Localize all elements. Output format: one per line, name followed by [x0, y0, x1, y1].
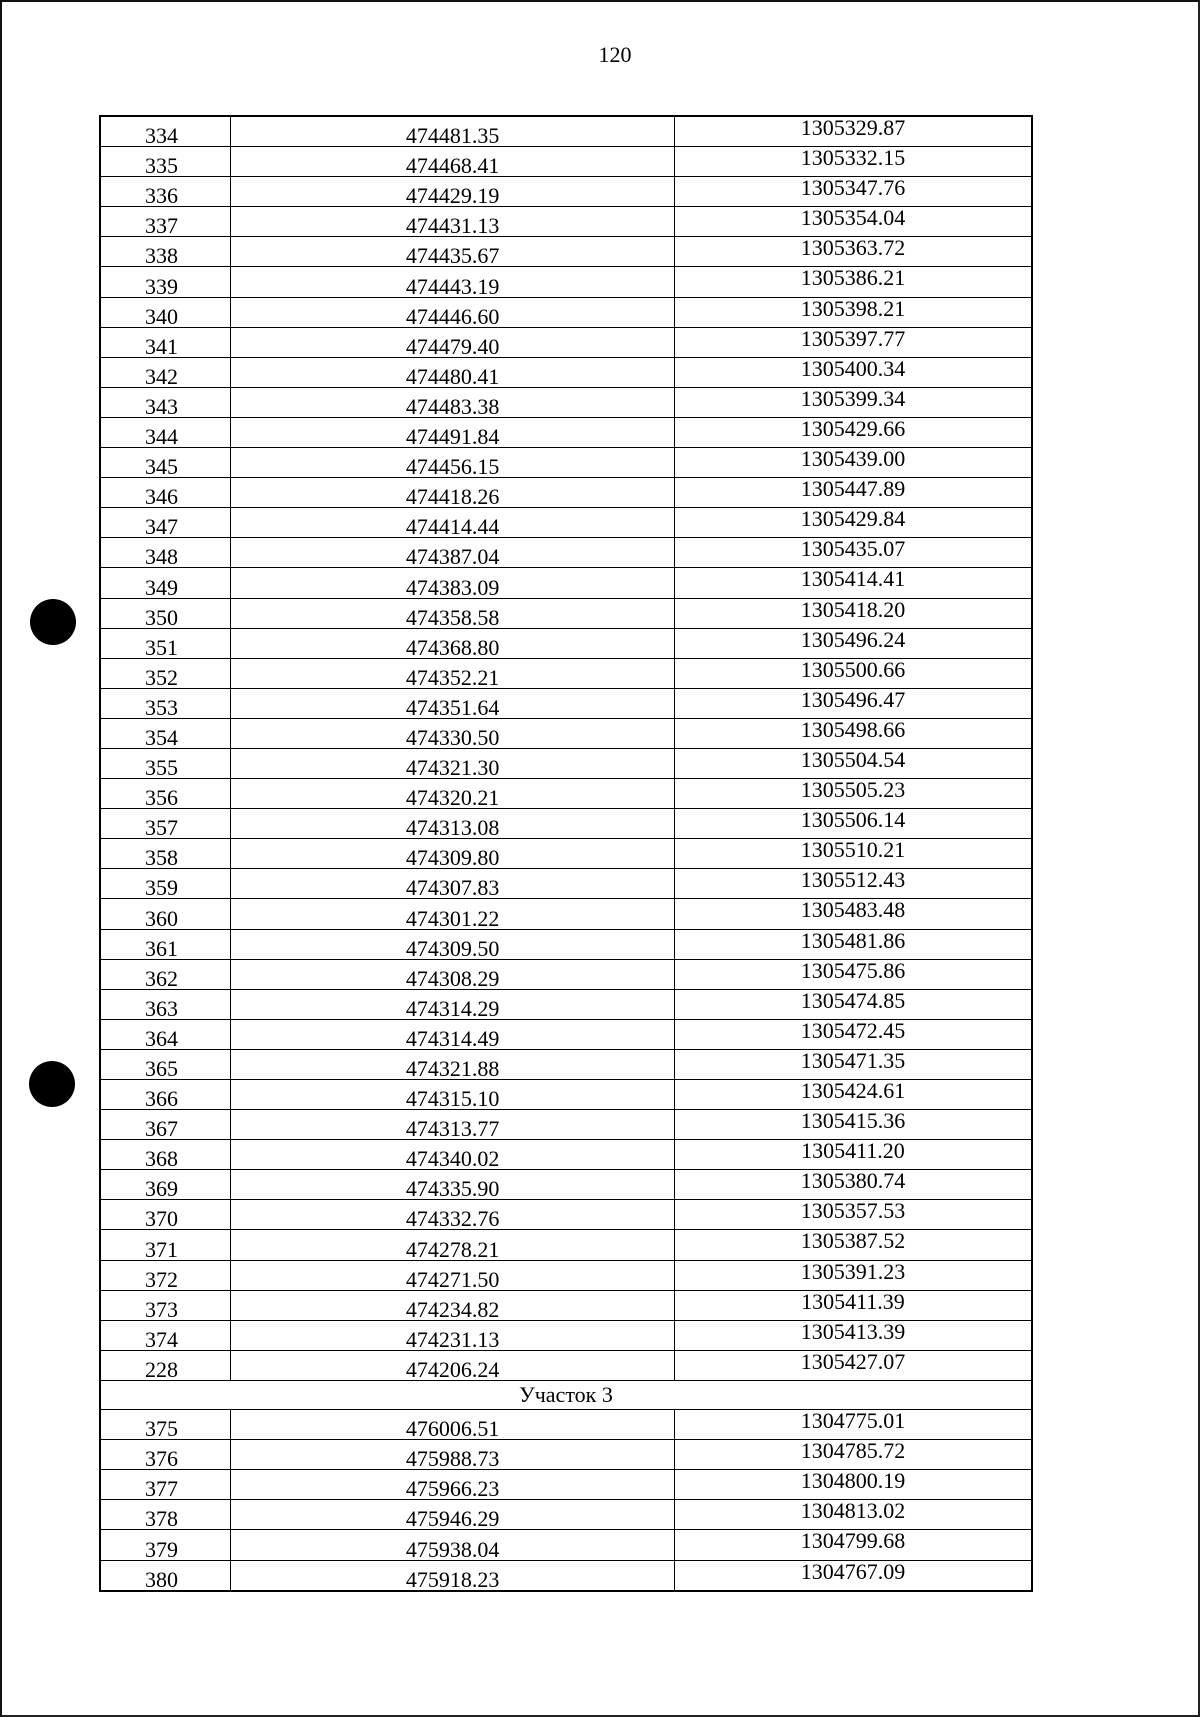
y-coordinate-cell: 1305347.76 [674, 177, 1032, 207]
point-number-cell: 379 [100, 1530, 231, 1560]
table-row [100, 1350, 1032, 1380]
x-coordinate-cell: 475938.04 [231, 1530, 675, 1560]
y-coordinate-cell: 1305357.53 [674, 1200, 1032, 1230]
point-number-cell: 365 [100, 1049, 231, 1079]
section-header-row [100, 1380, 1032, 1409]
table-row [100, 688, 1032, 718]
point-number-cell: 355 [100, 748, 231, 778]
y-coordinate-cell: 1304767.09 [674, 1560, 1032, 1591]
y-coordinate-cell: 1305411.39 [674, 1290, 1032, 1320]
y-coordinate-cell: 1305400.34 [674, 357, 1032, 387]
point-number-cell: 372 [100, 1260, 231, 1290]
y-coordinate-cell: 1305391.23 [674, 1260, 1032, 1290]
point-number-cell: 353 [100, 688, 231, 718]
point-number-cell: 360 [100, 899, 231, 929]
x-coordinate-cell: 474446.60 [231, 297, 675, 327]
table-row [100, 1170, 1032, 1200]
x-coordinate-cell: 474387.04 [231, 538, 675, 568]
table-row [100, 748, 1032, 778]
x-coordinate-cell: 474315.10 [231, 1080, 675, 1110]
table-row [100, 1080, 1032, 1110]
y-coordinate-cell: 1305380.74 [674, 1170, 1032, 1200]
point-number-cell: 348 [100, 538, 231, 568]
x-coordinate-cell: 474456.15 [231, 448, 675, 478]
x-coordinate-cell: 474330.50 [231, 718, 675, 748]
y-coordinate-cell: 1304775.01 [674, 1410, 1032, 1440]
point-number-cell: 346 [100, 478, 231, 508]
y-coordinate-cell: 1304800.19 [674, 1470, 1032, 1500]
point-number-cell: 366 [100, 1080, 231, 1110]
point-number-cell: 336 [100, 177, 231, 207]
point-number-cell: 377 [100, 1470, 231, 1500]
table-row [100, 147, 1032, 177]
table-row [100, 1230, 1032, 1260]
table-row [100, 207, 1032, 237]
point-number-cell: 339 [100, 267, 231, 297]
y-coordinate-cell: 1305429.84 [674, 508, 1032, 538]
table-row [100, 598, 1032, 628]
y-coordinate-cell: 1305415.36 [674, 1110, 1032, 1140]
y-coordinate-cell: 1304785.72 [674, 1440, 1032, 1470]
x-coordinate-cell: 474431.13 [231, 207, 675, 237]
y-coordinate-cell: 1305427.07 [674, 1350, 1032, 1380]
x-coordinate-cell: 474301.22 [231, 899, 675, 929]
y-coordinate-cell: 1305424.61 [674, 1080, 1032, 1110]
table-row [100, 297, 1032, 327]
x-coordinate-cell: 474309.80 [231, 839, 675, 869]
y-coordinate-cell: 1304799.68 [674, 1530, 1032, 1560]
x-coordinate-cell: 474435.67 [231, 237, 675, 267]
table-row [100, 809, 1032, 839]
table-row [100, 839, 1032, 869]
table-row [100, 267, 1032, 297]
point-number-cell: 350 [100, 598, 231, 628]
y-coordinate-cell: 1305447.89 [674, 478, 1032, 508]
y-coordinate-cell: 1305506.14 [674, 809, 1032, 839]
punch-hole [29, 1061, 75, 1107]
table-row [100, 1019, 1032, 1049]
x-coordinate-cell: 474352.21 [231, 658, 675, 688]
table-row [100, 1320, 1032, 1350]
y-coordinate-cell: 1305471.35 [674, 1049, 1032, 1079]
x-coordinate-cell: 474271.50 [231, 1260, 675, 1290]
point-number-cell: 338 [100, 237, 231, 267]
table-row [100, 177, 1032, 207]
point-number-cell: 343 [100, 387, 231, 417]
y-coordinate-cell: 1305363.72 [674, 237, 1032, 267]
y-coordinate-cell: 1305397.77 [674, 327, 1032, 357]
point-number-cell: 369 [100, 1170, 231, 1200]
table-row [100, 628, 1032, 658]
y-coordinate-cell: 1305414.41 [674, 568, 1032, 598]
y-coordinate-cell: 1305386.21 [674, 267, 1032, 297]
x-coordinate-cell: 474481.35 [231, 116, 675, 147]
x-coordinate-cell: 474231.13 [231, 1320, 675, 1350]
x-coordinate-cell: 474383.09 [231, 568, 675, 598]
x-coordinate-cell: 474206.24 [231, 1350, 675, 1380]
table-row [100, 1290, 1032, 1320]
x-coordinate-cell: 476006.51 [231, 1410, 675, 1440]
point-number-cell: 380 [100, 1560, 231, 1591]
table-row [100, 538, 1032, 568]
table-row [100, 1410, 1032, 1440]
y-coordinate-cell: 1305500.66 [674, 658, 1032, 688]
point-number-cell: 342 [100, 357, 231, 387]
point-number-cell: 368 [100, 1140, 231, 1170]
x-coordinate-cell: 474321.88 [231, 1049, 675, 1079]
table-row [100, 1200, 1032, 1230]
x-coordinate-cell: 474491.84 [231, 417, 675, 447]
point-number-cell: 363 [100, 989, 231, 1019]
table-row [100, 1470, 1032, 1500]
point-number-cell: 359 [100, 869, 231, 899]
table-row [100, 1500, 1032, 1530]
section-label: Участок 3 [100, 1380, 1032, 1409]
x-coordinate-cell: 474308.29 [231, 959, 675, 989]
x-coordinate-cell: 474429.19 [231, 177, 675, 207]
point-number-cell: 352 [100, 658, 231, 688]
x-coordinate-cell: 474314.49 [231, 1019, 675, 1049]
point-number-cell: 340 [100, 297, 231, 327]
table-row [100, 658, 1032, 688]
point-number-cell: 349 [100, 568, 231, 598]
page-number: 120 [598, 42, 632, 67]
table-row [100, 448, 1032, 478]
point-number-cell: 345 [100, 448, 231, 478]
y-coordinate-cell: 1305398.21 [674, 297, 1032, 327]
point-number-cell: 335 [100, 147, 231, 177]
x-coordinate-cell: 474313.08 [231, 809, 675, 839]
table-row [100, 568, 1032, 598]
point-number-cell: 357 [100, 809, 231, 839]
y-coordinate-cell: 1305354.04 [674, 207, 1032, 237]
x-coordinate-cell: 474321.30 [231, 748, 675, 778]
x-coordinate-cell: 474332.76 [231, 1200, 675, 1230]
x-coordinate-cell: 474480.41 [231, 357, 675, 387]
point-number-cell: 371 [100, 1230, 231, 1260]
point-number-cell: 370 [100, 1200, 231, 1230]
x-coordinate-cell: 474278.21 [231, 1230, 675, 1260]
point-number-cell: 347 [100, 508, 231, 538]
x-coordinate-cell: 474335.90 [231, 1170, 675, 1200]
table-row [100, 478, 1032, 508]
y-coordinate-cell: 1305399.34 [674, 387, 1032, 417]
y-coordinate-cell: 1305435.07 [674, 538, 1032, 568]
y-coordinate-cell: 1305387.52 [674, 1230, 1032, 1260]
x-coordinate-cell: 475966.23 [231, 1470, 675, 1500]
punch-hole [30, 599, 76, 645]
x-coordinate-cell: 474443.19 [231, 267, 675, 297]
y-coordinate-cell: 1305481.86 [674, 929, 1032, 959]
table-row [100, 1110, 1032, 1140]
y-coordinate-cell: 1305498.66 [674, 718, 1032, 748]
y-coordinate-cell: 1305413.39 [674, 1320, 1032, 1350]
y-coordinate-cell: 1305512.43 [674, 869, 1032, 899]
table-row [100, 1049, 1032, 1079]
table-row [100, 989, 1032, 1019]
table-row [100, 718, 1032, 748]
x-coordinate-cell: 474414.44 [231, 508, 675, 538]
point-number-cell: 376 [100, 1440, 231, 1470]
y-coordinate-cell: 1305496.47 [674, 688, 1032, 718]
point-number-cell: 344 [100, 417, 231, 447]
point-number-cell: 367 [100, 1110, 231, 1140]
table-row [100, 1260, 1032, 1290]
x-coordinate-cell: 474320.21 [231, 779, 675, 809]
x-coordinate-cell: 474307.83 [231, 869, 675, 899]
table-row [100, 357, 1032, 387]
point-number-cell: 351 [100, 628, 231, 658]
table-row [100, 929, 1032, 959]
table-row [100, 899, 1032, 929]
point-number-cell: 334 [100, 116, 231, 147]
x-coordinate-cell: 474368.80 [231, 628, 675, 658]
point-number-cell: 228 [100, 1350, 231, 1380]
x-coordinate-cell: 474309.50 [231, 929, 675, 959]
table-row [100, 327, 1032, 357]
y-coordinate-cell: 1305418.20 [674, 598, 1032, 628]
table-row [100, 959, 1032, 989]
table-row [100, 1140, 1032, 1170]
point-number-cell: 361 [100, 929, 231, 959]
y-coordinate-cell: 1305496.24 [674, 628, 1032, 658]
x-coordinate-cell: 474358.58 [231, 598, 675, 628]
y-coordinate-cell: 1305429.66 [674, 417, 1032, 447]
point-number-cell: 362 [100, 959, 231, 989]
x-coordinate-cell: 474483.38 [231, 387, 675, 417]
point-number-cell: 337 [100, 207, 231, 237]
x-coordinate-cell: 475918.23 [231, 1560, 675, 1591]
y-coordinate-cell: 1304813.02 [674, 1500, 1032, 1530]
point-number-cell: 354 [100, 718, 231, 748]
y-coordinate-cell: 1305504.54 [674, 748, 1032, 778]
x-coordinate-cell: 474468.41 [231, 147, 675, 177]
table-row [100, 869, 1032, 899]
x-coordinate-cell: 475946.29 [231, 1500, 675, 1530]
table-row [100, 1440, 1032, 1470]
x-coordinate-cell: 474418.26 [231, 478, 675, 508]
y-coordinate-cell: 1305332.15 [674, 147, 1032, 177]
x-coordinate-cell: 474351.64 [231, 688, 675, 718]
y-coordinate-cell: 1305329.87 [674, 116, 1032, 147]
y-coordinate-cell: 1305505.23 [674, 779, 1032, 809]
x-coordinate-cell: 475988.73 [231, 1440, 675, 1470]
y-coordinate-cell: 1305439.00 [674, 448, 1032, 478]
point-number-cell: 364 [100, 1019, 231, 1049]
x-coordinate-cell: 474313.77 [231, 1110, 675, 1140]
table-row [100, 1560, 1032, 1591]
x-coordinate-cell: 474340.02 [231, 1140, 675, 1170]
y-coordinate-cell: 1305411.20 [674, 1140, 1032, 1170]
table-row [100, 387, 1032, 417]
point-number-cell: 341 [100, 327, 231, 357]
x-coordinate-cell: 474234.82 [231, 1290, 675, 1320]
y-coordinate-cell: 1305472.45 [674, 1019, 1032, 1049]
y-coordinate-cell: 1305510.21 [674, 839, 1032, 869]
table-row [100, 237, 1032, 267]
point-number-cell: 378 [100, 1500, 231, 1530]
table-row [100, 779, 1032, 809]
point-number-cell: 375 [100, 1410, 231, 1440]
point-number-cell: 374 [100, 1320, 231, 1350]
x-coordinate-cell: 474479.40 [231, 327, 675, 357]
x-coordinate-cell: 474314.29 [231, 989, 675, 1019]
table-row [100, 417, 1032, 447]
point-number-cell: 358 [100, 839, 231, 869]
coordinates-table [99, 115, 1033, 1592]
y-coordinate-cell: 1305483.48 [674, 899, 1032, 929]
y-coordinate-cell: 1305475.86 [674, 959, 1032, 989]
table-row [100, 116, 1032, 147]
y-coordinate-cell: 1305474.85 [674, 989, 1032, 1019]
table-row [100, 1530, 1032, 1560]
point-number-cell: 373 [100, 1290, 231, 1320]
table-row [100, 508, 1032, 538]
point-number-cell: 356 [100, 779, 231, 809]
